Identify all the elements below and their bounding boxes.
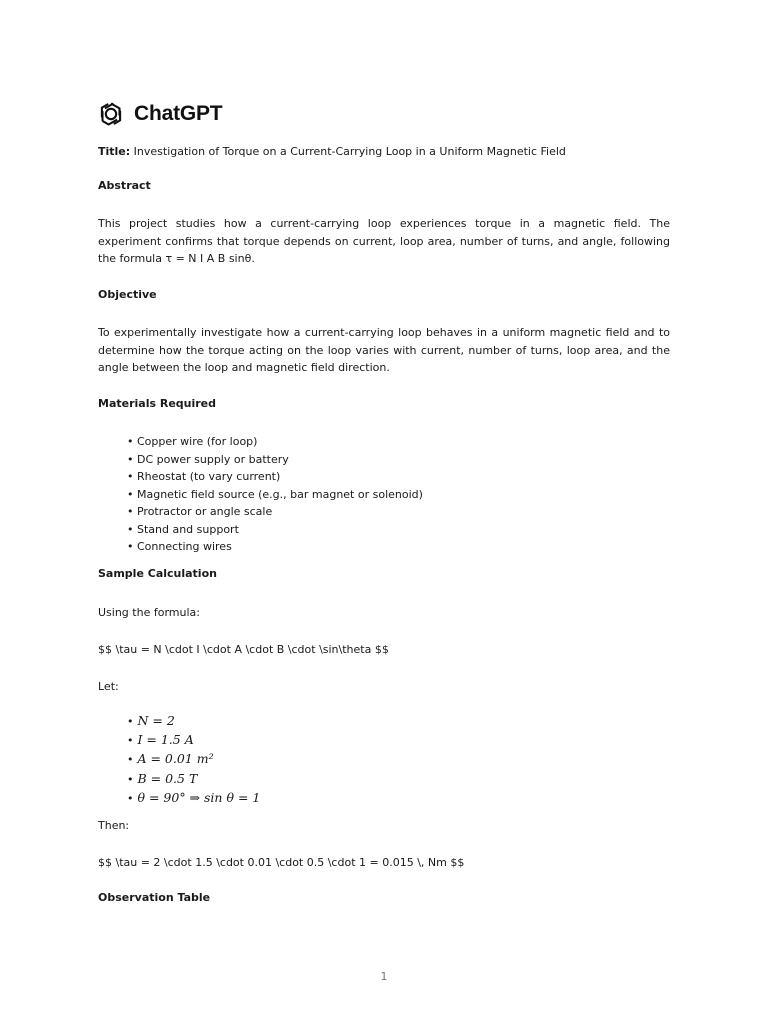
math-expression: N = 2 <box>137 713 175 728</box>
list-item <box>127 712 260 731</box>
page-number: 1 <box>380 970 388 983</box>
abstract-text: This project studies how a current-carrying loop experiences torque in a magnetic field. The experiment confirms that torque depends on current, loop area, number of turns, and angle, following the formula τ = N I A B sinθ. <box>98 217 670 265</box>
title-label: Title: <box>98 145 131 158</box>
sample-using-text: Using the formula: <box>98 606 200 619</box>
materials-heading: Materials Required <box>98 397 217 410</box>
list-item: • Connecting wires <box>127 540 232 553</box>
abstract-heading: Abstract <box>98 179 151 192</box>
list-item: • DC power supply or battery <box>127 452 289 466</box>
title-text: Investigation of Torque on a Current-Carrying Loop in a Uniform Magnetic Field <box>130 145 566 158</box>
header <box>98 98 670 130</box>
list-item: • Stand and support <box>127 522 239 536</box>
math-expression: A = 0.01 m² <box>137 751 214 767</box>
document-page <box>98 98 670 904</box>
bullet: • <box>127 753 134 767</box>
document-title <box>98 143 670 161</box>
openai-logo-icon <box>98 101 124 127</box>
materials-list <box>127 433 423 556</box>
sample-let-text: Let: <box>98 680 119 693</box>
list-item <box>127 789 260 808</box>
list-item <box>127 750 260 769</box>
bullet: • <box>127 734 134 748</box>
objective-text: To experimentally investigate how a current-carrying loop behaves in a uniform magnetic field and to determine how the torque acting on the loop varies with current, number of turns, loop area, and the angle between the loop and magnetic field direction. <box>98 326 670 374</box>
bullet: • <box>127 715 134 728</box>
sample-formula: $$ \tau = N \cdot I \cdot A \cdot B \cdot \sin\theta $$ <box>98 643 389 656</box>
sample-heading: Sample Calculation <box>98 567 217 580</box>
sample-result-formula: $$ \tau = 2 \cdot 1.5 \cdot 0.01 \cdot 0.5 \cdot 1 = 0.015 \, Nm $$ <box>98 856 465 869</box>
objective-heading: Objective <box>98 288 157 301</box>
brand-name: ChatGPT <box>134 102 223 125</box>
bullet: • <box>127 772 134 786</box>
sample-then-text: Then: <box>98 819 130 832</box>
list-item: • Copper wire (for loop) <box>127 435 258 448</box>
values-list <box>127 712 260 808</box>
math-expression: θ = 90° ⇒ sin θ = 1 <box>137 789 261 805</box>
observation-heading: Observation Table <box>98 891 211 904</box>
list-item <box>127 770 260 789</box>
list-item: • Protractor or angle scale <box>127 505 273 518</box>
list-item <box>127 731 260 750</box>
math-expression: I = 1.5 A <box>137 732 194 748</box>
math-expression: B = 0.5 T <box>137 770 198 786</box>
bullet: • <box>127 791 134 805</box>
list-item: • Magnetic field source (e.g., bar magnet or solenoid) <box>127 487 423 501</box>
list-item: • Rheostat (to vary current) <box>127 470 281 483</box>
